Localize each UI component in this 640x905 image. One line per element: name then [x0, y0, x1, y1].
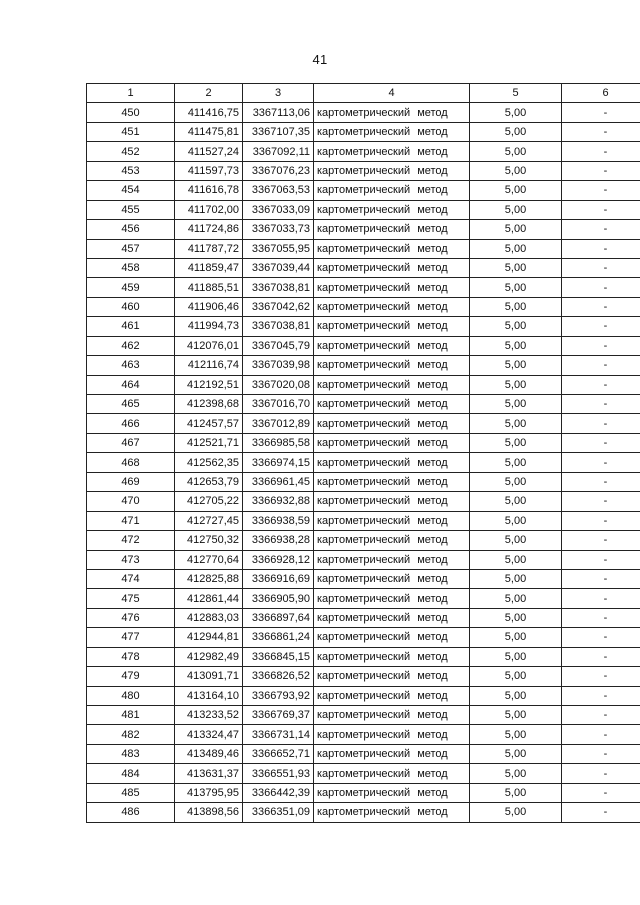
accuracy-cell: 5,00	[470, 531, 562, 550]
point-number-cell: 467	[87, 433, 175, 452]
method-cell: картометрический метод	[314, 356, 470, 375]
note-cell: -	[562, 608, 640, 627]
column-header-1: 1	[87, 84, 175, 103]
accuracy-cell: 5,00	[470, 395, 562, 414]
accuracy-cell: 5,00	[470, 686, 562, 705]
method-cell: картометрический метод	[314, 628, 470, 647]
accuracy-cell: 5,00	[470, 492, 562, 511]
point-number-cell: 486	[87, 803, 175, 822]
method-cell: картометрический метод	[314, 258, 470, 277]
table-row	[87, 239, 640, 258]
point-number-cell: 472	[87, 531, 175, 550]
table-row	[87, 278, 640, 297]
accuracy-cell: 5,00	[470, 375, 562, 394]
note-cell: -	[562, 395, 640, 414]
x-coordinate-cell: 411702,00	[175, 200, 243, 219]
note-cell: -	[562, 764, 640, 783]
table-row	[87, 472, 640, 491]
x-coordinate-cell: 412116,74	[175, 356, 243, 375]
x-coordinate-cell: 412398,68	[175, 395, 243, 414]
table-row	[87, 531, 640, 550]
y-coordinate-cell: 3367042,62	[243, 297, 314, 316]
table-body	[87, 103, 640, 822]
y-coordinate-cell: 3367033,09	[243, 200, 314, 219]
method-cell: картометрический метод	[314, 142, 470, 161]
point-number-cell: 470	[87, 492, 175, 511]
point-number-cell: 473	[87, 550, 175, 569]
x-coordinate-cell: 411597,73	[175, 161, 243, 180]
y-coordinate-cell: 3367020,08	[243, 375, 314, 394]
method-cell: картометрический метод	[314, 783, 470, 802]
note-cell: -	[562, 628, 640, 647]
y-coordinate-cell: 3366974,15	[243, 453, 314, 472]
accuracy-cell: 5,00	[470, 297, 562, 316]
table-row	[87, 200, 640, 219]
y-coordinate-cell: 3366905,90	[243, 589, 314, 608]
note-cell: -	[562, 472, 640, 491]
method-cell: картометрический метод	[314, 239, 470, 258]
note-cell: -	[562, 122, 640, 141]
method-cell: картометрический метод	[314, 492, 470, 511]
note-cell: -	[562, 161, 640, 180]
accuracy-cell: 5,00	[470, 317, 562, 336]
note-cell: -	[562, 258, 640, 277]
table-row	[87, 220, 640, 239]
accuracy-cell: 5,00	[470, 142, 562, 161]
y-coordinate-cell: 3367055,95	[243, 239, 314, 258]
y-coordinate-cell: 3366932,88	[243, 492, 314, 511]
x-coordinate-cell: 412653,79	[175, 472, 243, 491]
x-coordinate-cell: 412770,64	[175, 550, 243, 569]
table-row	[87, 744, 640, 763]
accuracy-cell: 5,00	[470, 103, 562, 122]
x-coordinate-cell: 411885,51	[175, 278, 243, 297]
table-row	[87, 725, 640, 744]
column-header-5: 5	[470, 84, 562, 103]
accuracy-cell: 5,00	[470, 239, 562, 258]
method-cell: картометрический метод	[314, 550, 470, 569]
y-coordinate-cell: 3367063,53	[243, 181, 314, 200]
y-coordinate-cell: 3367038,81	[243, 317, 314, 336]
note-cell: -	[562, 569, 640, 588]
y-coordinate-cell: 3367039,98	[243, 356, 314, 375]
accuracy-cell: 5,00	[470, 608, 562, 627]
table-row	[87, 706, 640, 725]
method-cell: картометрический метод	[314, 103, 470, 122]
x-coordinate-cell: 413795,95	[175, 783, 243, 802]
x-coordinate-cell: 413324,47	[175, 725, 243, 744]
y-coordinate-cell: 3367113,06	[243, 103, 314, 122]
method-cell: картометрический метод	[314, 297, 470, 316]
y-coordinate-cell: 3367016,70	[243, 395, 314, 414]
y-coordinate-cell: 3366793,92	[243, 686, 314, 705]
method-cell: картометрический метод	[314, 375, 470, 394]
table-row	[87, 181, 640, 200]
x-coordinate-cell: 412825,88	[175, 569, 243, 588]
method-cell: картометрический метод	[314, 608, 470, 627]
note-cell: -	[562, 297, 640, 316]
accuracy-cell: 5,00	[470, 161, 562, 180]
method-cell: картометрический метод	[314, 531, 470, 550]
table-row	[87, 356, 640, 375]
note-cell: -	[562, 336, 640, 355]
accuracy-cell: 5,00	[470, 414, 562, 433]
note-cell: -	[562, 725, 640, 744]
x-coordinate-cell: 412705,22	[175, 492, 243, 511]
note-cell: -	[562, 550, 640, 569]
point-number-cell: 451	[87, 122, 175, 141]
method-cell: картометрический метод	[314, 667, 470, 686]
method-cell: картометрический метод	[314, 317, 470, 336]
table-row	[87, 667, 640, 686]
x-coordinate-cell: 411906,46	[175, 297, 243, 316]
point-number-cell: 454	[87, 181, 175, 200]
accuracy-cell: 5,00	[470, 589, 562, 608]
table-row	[87, 375, 640, 394]
point-number-cell: 452	[87, 142, 175, 161]
accuracy-cell: 5,00	[470, 667, 562, 686]
method-cell: картометрический метод	[314, 589, 470, 608]
note-cell: -	[562, 239, 640, 258]
note-cell: -	[562, 667, 640, 686]
method-cell: картометрический метод	[314, 706, 470, 725]
accuracy-cell: 5,00	[470, 783, 562, 802]
note-cell: -	[562, 200, 640, 219]
point-number-cell: 464	[87, 375, 175, 394]
method-cell: картометрический метод	[314, 686, 470, 705]
note-cell: -	[562, 433, 640, 452]
x-coordinate-cell: 411527,24	[175, 142, 243, 161]
table-row	[87, 686, 640, 705]
point-number-cell: 457	[87, 239, 175, 258]
x-coordinate-cell: 412982,49	[175, 647, 243, 666]
table-row	[87, 511, 640, 530]
table-row	[87, 414, 640, 433]
note-cell: -	[562, 531, 640, 550]
x-coordinate-cell: 412076,01	[175, 336, 243, 355]
point-number-cell: 480	[87, 686, 175, 705]
note-cell: -	[562, 803, 640, 822]
point-number-cell: 453	[87, 161, 175, 180]
x-coordinate-cell: 413898,56	[175, 803, 243, 822]
point-number-cell: 478	[87, 647, 175, 666]
point-number-cell: 461	[87, 317, 175, 336]
y-coordinate-cell: 3367107,35	[243, 122, 314, 141]
table-row	[87, 647, 640, 666]
column-header-3: 3	[243, 84, 314, 103]
point-number-cell: 474	[87, 569, 175, 588]
table-row	[87, 433, 640, 452]
x-coordinate-cell: 411994,73	[175, 317, 243, 336]
note-cell: -	[562, 647, 640, 666]
point-number-cell: 463	[87, 356, 175, 375]
accuracy-cell: 5,00	[470, 472, 562, 491]
point-number-cell: 477	[87, 628, 175, 647]
method-cell: картометрический метод	[314, 200, 470, 219]
y-coordinate-cell: 3366769,37	[243, 706, 314, 725]
note-cell: -	[562, 103, 640, 122]
table-row	[87, 317, 640, 336]
y-coordinate-cell: 3366845,15	[243, 647, 314, 666]
y-coordinate-cell: 3366442,39	[243, 783, 314, 802]
method-cell: картометрический метод	[314, 395, 470, 414]
x-coordinate-cell: 412192,51	[175, 375, 243, 394]
point-number-cell: 469	[87, 472, 175, 491]
y-coordinate-cell: 3367092,11	[243, 142, 314, 161]
point-number-cell: 475	[87, 589, 175, 608]
accuracy-cell: 5,00	[470, 200, 562, 219]
point-number-cell: 455	[87, 200, 175, 219]
y-coordinate-cell: 3366938,28	[243, 531, 314, 550]
table-row	[87, 395, 640, 414]
table-row	[87, 142, 640, 161]
y-coordinate-cell: 3366938,59	[243, 511, 314, 530]
y-coordinate-cell: 3367076,23	[243, 161, 314, 180]
x-coordinate-cell: 412727,45	[175, 511, 243, 530]
y-coordinate-cell: 3366861,24	[243, 628, 314, 647]
x-coordinate-cell: 412944,81	[175, 628, 243, 647]
x-coordinate-cell: 411475,81	[175, 122, 243, 141]
point-number-cell: 484	[87, 764, 175, 783]
y-coordinate-cell: 3367039,44	[243, 258, 314, 277]
x-coordinate-cell: 412861,44	[175, 589, 243, 608]
point-number-cell: 450	[87, 103, 175, 122]
column-header-6: 6	[562, 84, 640, 103]
note-cell: -	[562, 356, 640, 375]
column-header-2: 2	[175, 84, 243, 103]
accuracy-cell: 5,00	[470, 336, 562, 355]
point-number-cell: 476	[87, 608, 175, 627]
note-cell: -	[562, 181, 640, 200]
note-cell: -	[562, 783, 640, 802]
y-coordinate-cell: 3367038,81	[243, 278, 314, 297]
accuracy-cell: 5,00	[470, 803, 562, 822]
x-coordinate-cell: 411787,72	[175, 239, 243, 258]
table-row	[87, 550, 640, 569]
point-number-cell: 456	[87, 220, 175, 239]
table-row	[87, 628, 640, 647]
method-cell: картометрический метод	[314, 336, 470, 355]
x-coordinate-cell: 413091,71	[175, 667, 243, 686]
x-coordinate-cell: 411416,75	[175, 103, 243, 122]
x-coordinate-cell: 413631,37	[175, 764, 243, 783]
y-coordinate-cell: 3366961,45	[243, 472, 314, 491]
y-coordinate-cell: 3366826,52	[243, 667, 314, 686]
point-number-cell: 458	[87, 258, 175, 277]
x-coordinate-cell: 412521,71	[175, 433, 243, 452]
note-cell: -	[562, 744, 640, 763]
note-cell: -	[562, 142, 640, 161]
note-cell: -	[562, 375, 640, 394]
method-cell: картометрический метод	[314, 569, 470, 588]
note-cell: -	[562, 317, 640, 336]
point-number-cell: 471	[87, 511, 175, 530]
table-row	[87, 492, 640, 511]
y-coordinate-cell: 3366916,69	[243, 569, 314, 588]
accuracy-cell: 5,00	[470, 511, 562, 530]
point-number-cell: 482	[87, 725, 175, 744]
table-row	[87, 297, 640, 316]
accuracy-cell: 5,00	[470, 725, 562, 744]
y-coordinate-cell: 3367045,79	[243, 336, 314, 355]
y-coordinate-cell: 3366897,64	[243, 608, 314, 627]
note-cell: -	[562, 220, 640, 239]
point-number-cell: 466	[87, 414, 175, 433]
note-cell: -	[562, 414, 640, 433]
note-cell: -	[562, 686, 640, 705]
table-row	[87, 122, 640, 141]
method-cell: картометрический метод	[314, 220, 470, 239]
x-coordinate-cell: 413164,10	[175, 686, 243, 705]
accuracy-cell: 5,00	[470, 706, 562, 725]
x-coordinate-cell: 411859,47	[175, 258, 243, 277]
method-cell: картометрический метод	[314, 764, 470, 783]
table-row	[87, 569, 640, 588]
table-row	[87, 803, 640, 822]
note-cell: -	[562, 511, 640, 530]
table-header	[87, 84, 640, 103]
page-number: 41	[312, 52, 328, 67]
x-coordinate-cell: 412562,35	[175, 453, 243, 472]
table-row	[87, 103, 640, 122]
accuracy-cell: 5,00	[470, 356, 562, 375]
accuracy-cell: 5,00	[470, 764, 562, 783]
point-number-cell: 465	[87, 395, 175, 414]
column-header-4: 4	[314, 84, 470, 103]
accuracy-cell: 5,00	[470, 628, 562, 647]
y-coordinate-cell: 3366652,71	[243, 744, 314, 763]
x-coordinate-cell: 411616,78	[175, 181, 243, 200]
x-coordinate-cell: 413489,46	[175, 744, 243, 763]
table-row	[87, 589, 640, 608]
method-cell: картометрический метод	[314, 122, 470, 141]
point-number-cell: 485	[87, 783, 175, 802]
note-cell: -	[562, 278, 640, 297]
method-cell: картометрический метод	[314, 803, 470, 822]
table-row	[87, 764, 640, 783]
method-cell: картометрический метод	[314, 278, 470, 297]
accuracy-cell: 5,00	[470, 744, 562, 763]
y-coordinate-cell: 3366551,93	[243, 764, 314, 783]
point-number-cell: 462	[87, 336, 175, 355]
method-cell: картометрический метод	[314, 725, 470, 744]
accuracy-cell: 5,00	[470, 122, 562, 141]
table-row	[87, 161, 640, 180]
point-number-cell: 483	[87, 744, 175, 763]
y-coordinate-cell: 3366928,12	[243, 550, 314, 569]
method-cell: картометрический метод	[314, 161, 470, 180]
table-row	[87, 258, 640, 277]
accuracy-cell: 5,00	[470, 569, 562, 588]
point-number-cell: 459	[87, 278, 175, 297]
method-cell: картометрический метод	[314, 433, 470, 452]
table-header-row	[87, 84, 640, 103]
note-cell: -	[562, 706, 640, 725]
accuracy-cell: 5,00	[470, 220, 562, 239]
method-cell: картометрический метод	[314, 647, 470, 666]
accuracy-cell: 5,00	[470, 453, 562, 472]
method-cell: картометрический метод	[314, 414, 470, 433]
table-row	[87, 783, 640, 802]
x-coordinate-cell: 411724,86	[175, 220, 243, 239]
note-cell: -	[562, 492, 640, 511]
y-coordinate-cell: 3367012,89	[243, 414, 314, 433]
accuracy-cell: 5,00	[470, 433, 562, 452]
x-coordinate-cell: 412883,03	[175, 608, 243, 627]
x-coordinate-cell: 413233,52	[175, 706, 243, 725]
method-cell: картометрический метод	[314, 181, 470, 200]
accuracy-cell: 5,00	[470, 181, 562, 200]
table-row	[87, 336, 640, 355]
method-cell: картометрический метод	[314, 744, 470, 763]
accuracy-cell: 5,00	[470, 647, 562, 666]
method-cell: картометрический метод	[314, 511, 470, 530]
x-coordinate-cell: 412457,57	[175, 414, 243, 433]
x-coordinate-cell: 412750,32	[175, 531, 243, 550]
point-number-cell: 481	[87, 706, 175, 725]
y-coordinate-cell: 3366985,58	[243, 433, 314, 452]
method-cell: картометрический метод	[314, 453, 470, 472]
point-number-cell: 479	[87, 667, 175, 686]
table-row	[87, 608, 640, 627]
note-cell: -	[562, 453, 640, 472]
point-number-cell: 468	[87, 453, 175, 472]
note-cell: -	[562, 589, 640, 608]
accuracy-cell: 5,00	[470, 258, 562, 277]
accuracy-cell: 5,00	[470, 278, 562, 297]
point-number-cell: 460	[87, 297, 175, 316]
y-coordinate-cell: 3366731,14	[243, 725, 314, 744]
method-cell: картометрический метод	[314, 472, 470, 491]
y-coordinate-cell: 3366351,09	[243, 803, 314, 822]
y-coordinate-cell: 3367033,73	[243, 220, 314, 239]
table-row	[87, 453, 640, 472]
coordinates-table	[86, 83, 640, 823]
accuracy-cell: 5,00	[470, 550, 562, 569]
